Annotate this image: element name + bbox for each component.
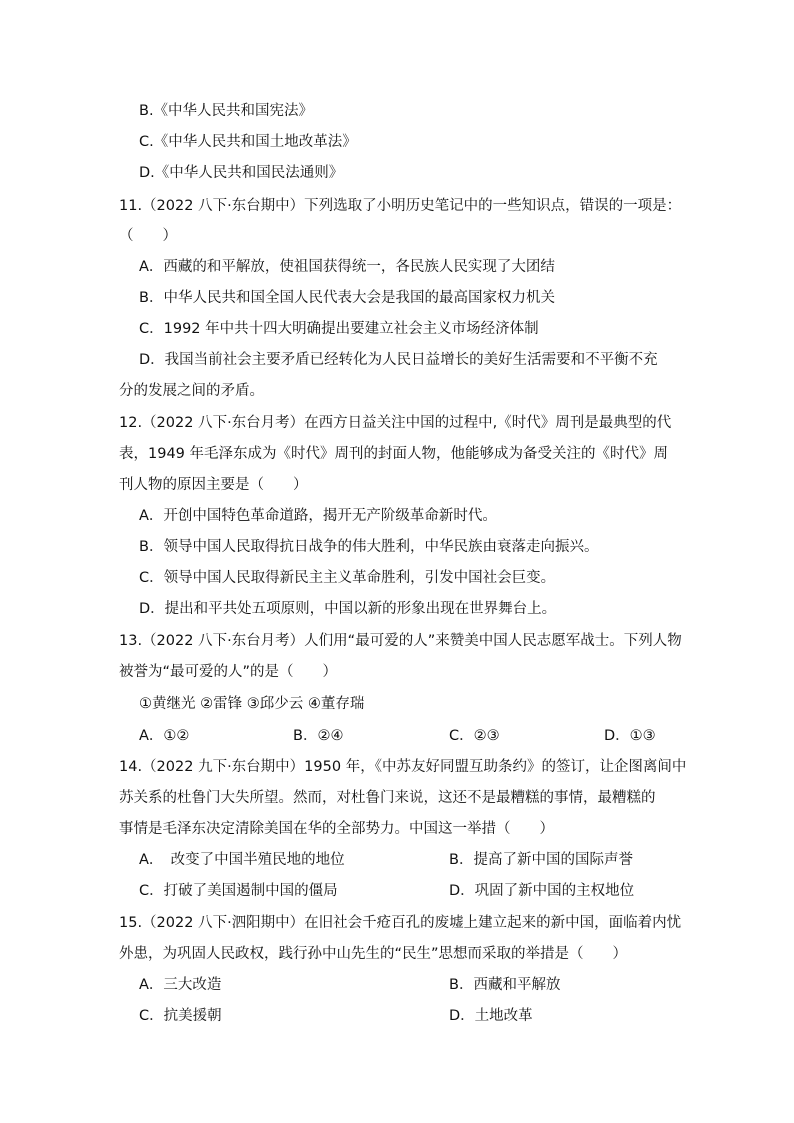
q11-option-c: C．1992 年中共十四大明确提出要建立社会主义市场经济体制 [139,321,539,337]
q12-option-c: C．领导中国人民取得新民主主义革命胜利，引发中国社会巨变。 [139,570,556,586]
q14-stem-cont-1: 苏关系的杜鲁门大失所望。然而，对杜鲁门来说，这还不是最糟糕的事情，最糟糕的 [119,790,656,806]
q12-stem-cont-1: 表，1949 年毛泽东成为《时代》周刊的封面人物，他能够成为备受关注的《时代》周 [119,446,669,462]
q15-stem-cont: 外患，为巩固人民政权，践行孙中山先生的“民生”思想而采取的举措是（ ） [119,946,628,962]
q14-option-a: A． 改变了中国半殖民地的地位 [139,852,345,868]
q13-option-c: C．②③ [449,728,500,744]
q15-option-b: B．西藏和平解放 [449,977,561,993]
q10-option-d: D.《中华人民共和国民法通则》 [139,165,344,181]
q13-items: ①黄继光 ②雷锋 ③邱少云 ④董存瑞 [139,696,365,712]
q14-option-d: D．巩固了新中国的主权地位 [449,883,635,899]
q15-option-c: C．抗美援朝 [139,1008,222,1024]
q14-option-b: B．提高了新中国的国际声誉 [449,852,633,868]
q12-option-d: D．提出和平共处五项原则，中国以新的形象出现在世界舞台上。 [139,601,557,617]
q13-option-a: A．①② [139,728,190,744]
q12-stem-cont-2: 刊人物的原因主要是（ ） [119,477,308,493]
q11-option-d: D．我国当前社会主要矛盾已经转化为人民日益增长的美好生活需要和不平衡不充 [139,352,658,368]
q15-option-a: A．三大改造 [139,977,222,993]
q14-stem-cont-2: 事情是毛泽东决定清除美国在华的全部势力。中国这一举措（ ） [119,821,554,837]
q13-option-d: D．①③ [604,728,656,744]
q10-option-b: B.《中华人民共和国宪法》 [139,103,314,119]
q11-stem-cont: （ ） [119,228,177,244]
q11-stem: 11.（2022 八下·东台期中）下列选取了小明历史笔记中的一些知识点，错误的一项是： [119,198,682,214]
q12-stem: 12.（2022 八下·东台月考）在西方日益关注中国的过程中,《时代》周刊是最典型的代 [119,415,672,431]
q11-option-b: B．中华人民共和国全国人民代表大会是我国的最高国家权力机关 [139,290,555,306]
q13-stem: 13.（2022 八下·东台月考）人们用“最可爱的人”来赞美中国人民志愿军战士。下列人物 [119,633,682,649]
q13-option-b: B．②④ [293,728,344,744]
q10-option-c: C.《中华人民共和国土地改革法》 [139,134,357,150]
q12-option-b: B．领导中国人民取得抗日战争的伟大胜利，中华民族由衰落走向振兴。 [139,539,599,555]
q11-option-a: A．西藏的和平解放，使祖国获得统一，各民族人民实现了大团结 [139,259,555,275]
q11-option-d-cont: 分的发展之间的矛盾。 [119,383,264,399]
q13-stem-cont: 被誉为“最可爱的人”的是（ ） [119,664,338,680]
q15-option-d: D．土地改革 [449,1008,533,1024]
q15-stem: 15.（2022 八下·泗阳期中）在旧社会千疮百孔的废墟上建立起来的新中国，面临着内忧 [119,915,682,931]
q14-option-c: C．打破了美国遏制中国的僵局 [139,883,338,899]
q12-option-a: A．开创中国特色革命道路，揭开无产阶级革命新时代。 [139,508,497,524]
q14-stem: 14.（2022 九下·东台期中）1950 年，《中苏友好同盟互助条约》的签订，让企图离间中 [119,759,687,775]
